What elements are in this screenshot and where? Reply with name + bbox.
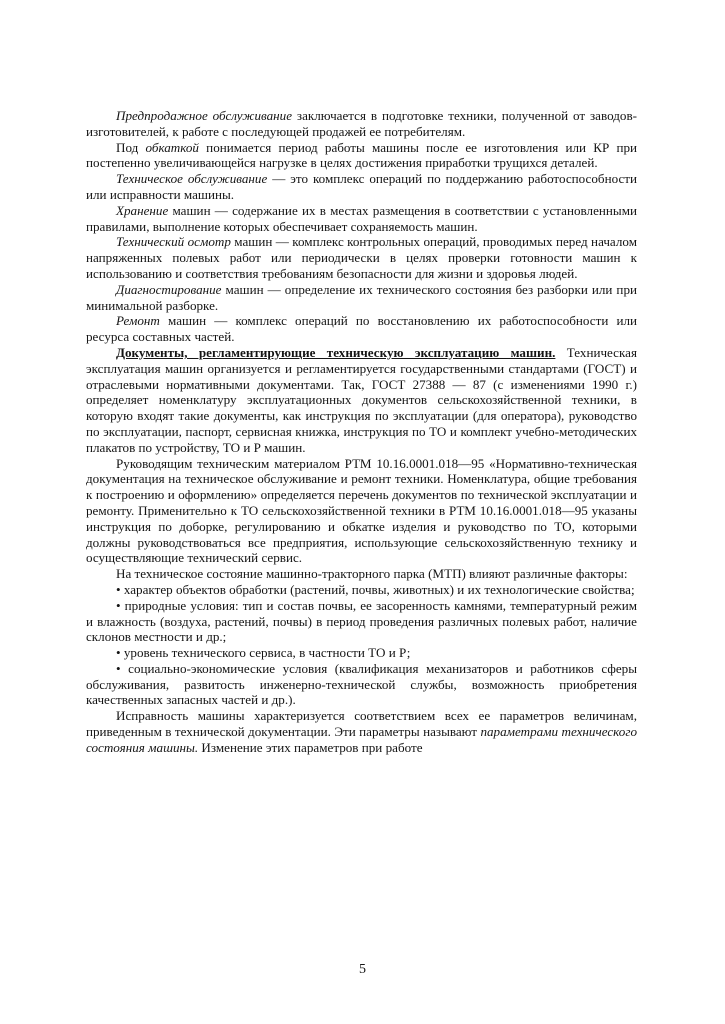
paragraph-text: понимается период работы машины после ее изготовления или КР при постепенно увеличивающейся нагрузке в целях достижения приработки трущихся деталей.: [86, 139, 638, 171]
paragraph-text: машин — содержание их в местах размещения в соответствии с установленными правилами, выполнение которых обеспечивает сохраняемость машин.: [86, 202, 637, 234]
term: Технический осмотр: [116, 234, 231, 250]
paragraph-text: заключается в подготовке техники, полученной от заводов-изготовителей, к работе с последующей продажей ее потребителям.: [86, 108, 638, 139]
paragraph: [86, 345, 637, 456]
paragraph-text: машин — комплекс операций по восстановлению их работоспособности или ресурса составных частей.: [86, 313, 637, 345]
term: Ремонт: [116, 313, 160, 329]
paragraph: [86, 566, 637, 582]
paragraph: [86, 203, 637, 235]
paragraph-text: Исправность машины характеризуется соответствием всех ее параметров величинам, приведенным в технической документации. Эти параметры называют: [86, 708, 637, 740]
document-body: [86, 108, 637, 756]
paragraph-text: • социально-экономические условия (квалификация механизаторов и работников сферы обслуживания, развитость инженерно-технической службы, возможность приобретения качественных запасных частей и др.).: [86, 660, 637, 708]
term: обкаткой: [145, 139, 199, 155]
paragraph-text: Техническая эксплуатация машин организуется и регламентируется государственными стандартами (ГОСТ) и отраслевыми нормативными документами. Так, ГОСТ 27388 — 87 (с изменениями 1990 г.) определяет номенклатуру эксплуатационных документов сельскохозяйственной техники, в которую входят такие документы, как инструкция по эксплуатации (для оператора), руководство по эксплуатации, паспорт, сервисная книжка, инструкция по ТО и комплект учебно-методических плакатов по устройству, ТО и Р машин.: [86, 344, 637, 455]
list-item: [86, 661, 637, 708]
paragraph: [86, 234, 637, 281]
paragraph-text: • природные условия: тип и состав почвы, ее засоренность камнями, температурный режим и влажность (воздуха, растений, почвы) в период проведения различных полевых работ, наличие склонов местности и др.;: [86, 597, 637, 645]
paragraph-text: — это комплекс операций по поддержанию работоспособности или исправности машины.: [86, 171, 637, 202]
paragraph: [86, 282, 637, 314]
list-item: [86, 645, 637, 661]
paragraph: [86, 708, 637, 755]
term: параметрами технического состояния машины.: [86, 724, 637, 755]
paragraph-text: • характер объектов обработки (растений, почвы, животных) и их технологические свойства;: [116, 581, 635, 597]
paragraph: [86, 108, 637, 140]
paragraph: [86, 140, 637, 172]
list-item: [86, 582, 637, 598]
paragraph-text: • уровень технического сервиса, в частности ТО и Р;: [116, 645, 411, 661]
paragraph-text: машин — определение их технического состояния без разборки или при минимальной разборке.: [86, 281, 637, 313]
paragraph-text: На техническое состояние машинно-тракторного парка (МТП) влияют различные факторы:: [116, 566, 628, 582]
paragraph-text: Руководящим техническим материалом РТМ 10.16.0001.018—95 «Нормативно-техническая документация на техническое обслуживание и ремонт техники. Номенклатура, общие требования к построению и оформлению» определяется перечень документов по технической эксплуатации и ремонту. Применительно к ТО сельскохозяйственной техники в РТМ 10.16.0001.018—95 указаны инструкция по доборке, регулированию и обкатке изделия и руководство по ТО, которыми должны руководствоваться все предприятия, использующие сельскохозяйственную технику и осуществляющие технический сервис.: [86, 455, 637, 566]
list-item: [86, 598, 637, 645]
paragraph: [86, 313, 637, 345]
term: Предпродажное обслуживание: [116, 108, 293, 123]
paragraph: [86, 171, 637, 203]
paragraph-text: Изменение этих параметров при работе: [198, 739, 423, 755]
paragraph: [86, 456, 637, 567]
term: Техническое обслуживание: [116, 171, 268, 187]
term: Хранение: [116, 202, 169, 218]
page-number: 5: [359, 962, 366, 977]
paragraph-text: машин — комплекс контрольных операций, проводимых перед началом напряженных полевых работ или периодически в целях проверки готовности машин к использованию и соответствия требованиям безопасности для жизни и здоровья людей.: [86, 234, 637, 281]
section-heading: Документы, регламентирующие техническую эксплуатацию машин.: [116, 344, 556, 360]
paragraph-text: Под: [116, 139, 146, 155]
term: Диагностирование: [116, 281, 222, 297]
